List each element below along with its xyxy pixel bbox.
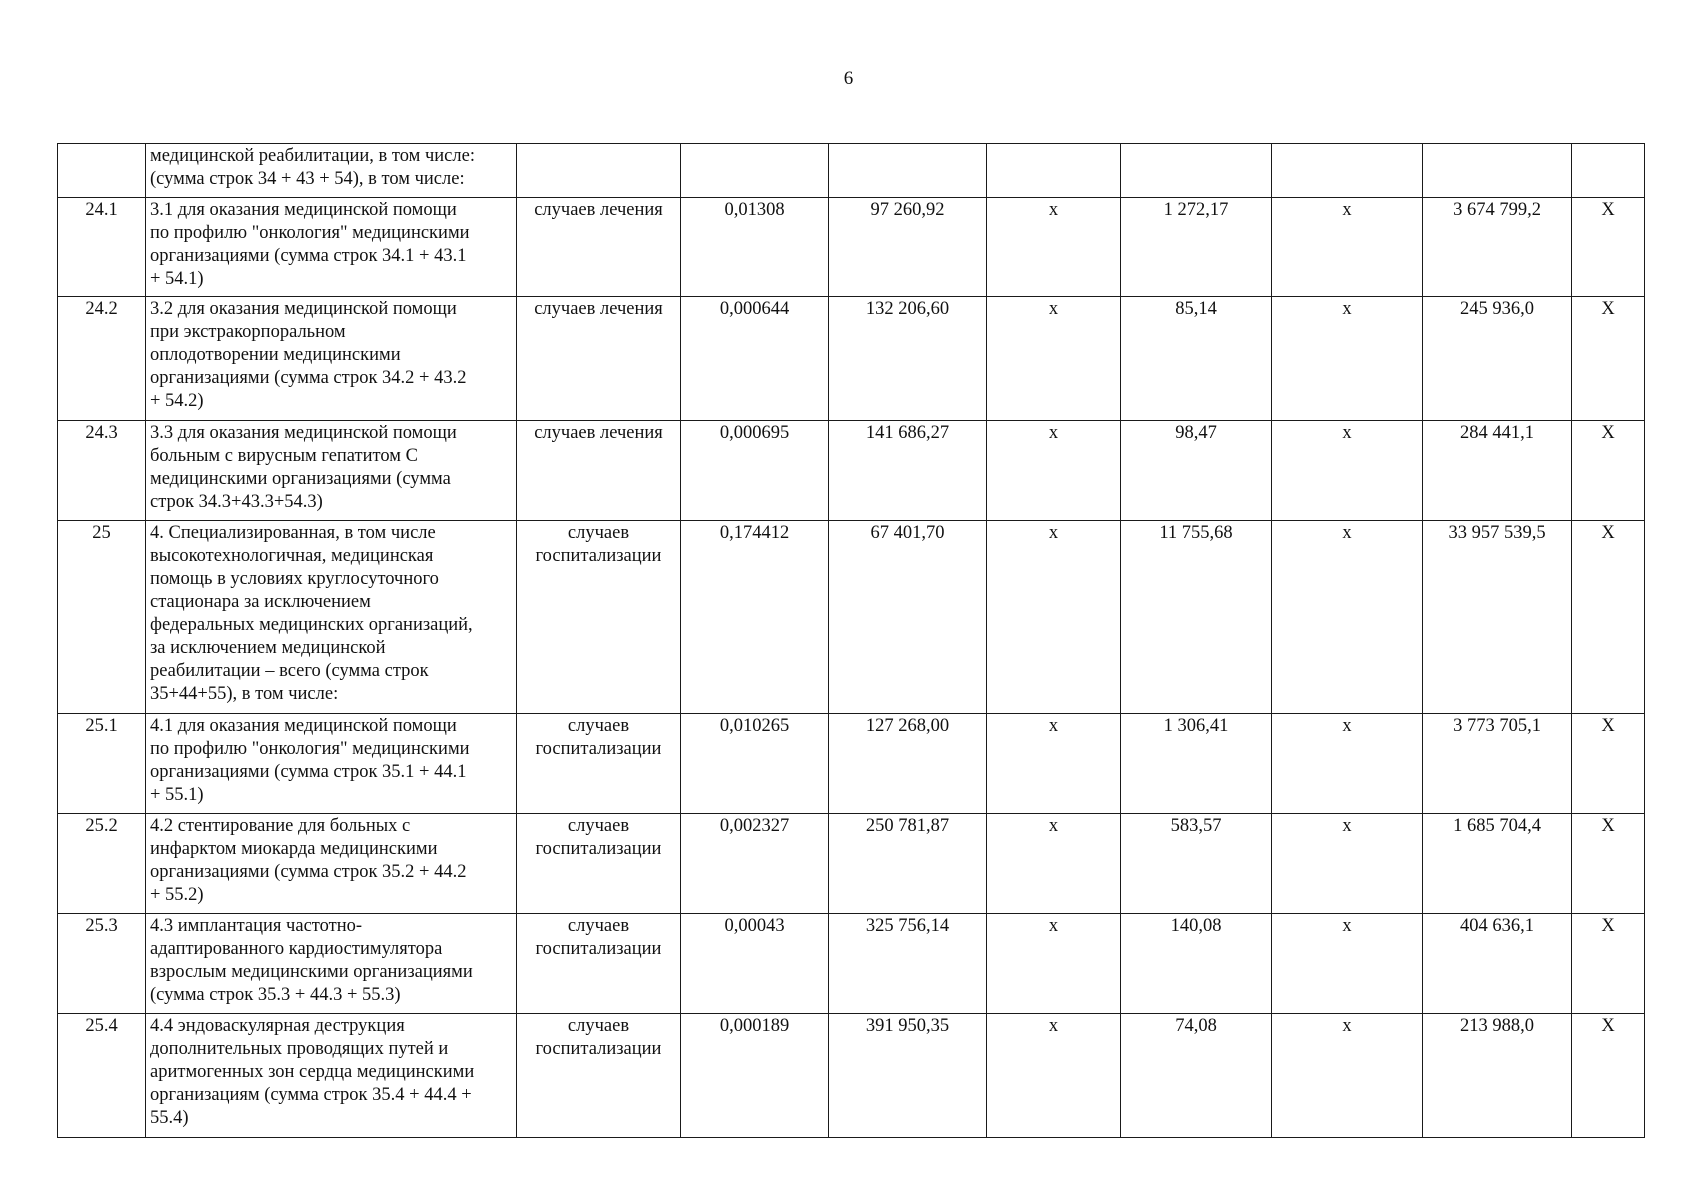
table-row [58,1014,1645,1138]
cell-per-capita: 583,57 [1121,814,1272,914]
cell-total: 3 674 799,2 [1423,198,1572,297]
cell-x2 [1272,144,1423,198]
name-line: по профилю "онкология" медицинскими [150,739,470,759]
unit-line: госпитализации [535,839,662,859]
table-row [58,521,1645,714]
name-line: взрослым медицинскими организациями [150,962,473,982]
cell-unit [517,297,681,421]
cell-name [146,421,517,521]
name-line: 35+44+55), в том числе: [150,684,339,704]
cell-name [146,198,517,297]
name-line: за исключением медицинской [150,638,386,658]
cell-unit [517,198,681,297]
name-line: 4.4 эндоваскулярная деструкция [150,1016,405,1036]
cell-num: 24.2 [58,297,146,421]
cell-num [58,144,146,198]
cell-per-capita: 140,08 [1121,914,1272,1014]
cell-cost: 97 260,92 [829,198,987,297]
name-line: организациям (сумма строк 35.4 + 44.4 + [150,1085,472,1105]
table-row [58,421,1645,521]
name-line: дополнительных проводящих путей и [150,1039,449,1059]
cell-norm: 0,00043 [681,914,829,1014]
cell-total: 245 936,0 [1423,297,1572,421]
cell-name [146,814,517,914]
cell-unit [517,814,681,914]
cell-x2: х [1272,714,1423,814]
name-line: помощь в условиях круглосуточного [150,569,439,589]
name-line: + 55.2) [150,885,204,905]
cell-cost: 250 781,87 [829,814,987,914]
cell-total: 284 441,1 [1423,421,1572,521]
cell-norm: 0,000695 [681,421,829,521]
name-line: + 55.1) [150,785,204,805]
unit-line: случаев [567,916,630,936]
name-line: оплодотворении медицинскими [150,345,401,365]
cell-x2: х [1272,521,1423,714]
cell-norm: 0,000189 [681,1014,829,1138]
cell-x3: Х [1572,914,1645,1014]
name-line: аритмогенных зон сердца медицинскими [150,1062,475,1082]
unit-line: случаев лечения [534,200,663,220]
name-line: 4.3 имплантация частотно- [150,916,363,936]
name-line: высокотехнологичная, медицинская [150,546,434,566]
cell-norm: 0,174412 [681,521,829,714]
cell-per-capita [1121,144,1272,198]
cell-x3: Х [1572,198,1645,297]
cell-x2: х [1272,421,1423,521]
cell-x3: Х [1572,521,1645,714]
cell-unit [517,421,681,521]
cell-total: 213 988,0 [1423,1014,1572,1138]
name-line: медицинской реабилитации, в том числе: [150,146,475,166]
table-row-continuation [58,144,1645,198]
cell-x3 [1572,144,1645,198]
unit-line: случаев лечения [534,299,663,319]
name-line: (сумма строк 34 + 43 + 54), в том числе: [150,169,465,189]
cell-cost: 325 756,14 [829,914,987,1014]
cell-x3: Х [1572,814,1645,914]
cell-x2: х [1272,198,1423,297]
cell-x2: х [1272,297,1423,421]
cell-x1 [987,144,1121,198]
cell-x1: х [987,814,1121,914]
cell-per-capita: 98,47 [1121,421,1272,521]
unit-line: госпитализации [535,546,662,566]
cell-total: 1 685 704,4 [1423,814,1572,914]
name-line: организациями (сумма строк 35.1 + 44.1 [150,762,467,782]
cell-cost: 127 268,00 [829,714,987,814]
name-line: + 54.1) [150,269,204,289]
table-row [58,914,1645,1014]
name-line: 3.3 для оказания медицинской помощи [150,423,457,443]
name-line: по профилю "онкология" медицинскими [150,223,470,243]
table-row [58,198,1645,297]
name-line: реабилитации – всего (сумма строк [150,661,429,681]
cell-per-capita: 1 306,41 [1121,714,1272,814]
name-line: больным с вирусным гепатитом С [150,446,418,466]
cell-unit [517,521,681,714]
table-row [58,714,1645,814]
cell-unit [517,144,681,198]
cell-norm: 0,002327 [681,814,829,914]
cell-num: 25.1 [58,714,146,814]
cell-name [146,521,517,714]
name-line: адаптированного кардиостимулятора [150,939,443,959]
cell-total: 3 773 705,1 [1423,714,1572,814]
name-line: (сумма строк 35.3 + 44.3 + 55.3) [150,985,401,1005]
cell-num: 25.2 [58,814,146,914]
name-line: 3.1 для оказания медицинской помощи [150,200,457,220]
name-line: инфарктом миокарда медицинскими [150,839,438,859]
unit-line: случаев [567,716,630,736]
cell-name [146,914,517,1014]
name-line: федеральных медицинских организаций, [150,615,473,635]
cell-x1: х [987,297,1121,421]
cell-name [146,714,517,814]
cell-cost [829,144,987,198]
cell-x1: х [987,521,1121,714]
cell-x1: х [987,198,1121,297]
cell-num: 25 [58,521,146,714]
cell-name [146,144,517,198]
cell-num: 24.3 [58,421,146,521]
cell-norm: 0,010265 [681,714,829,814]
name-line: медицинскими организациями (сумма [150,469,451,489]
cell-cost: 67 401,70 [829,521,987,714]
name-line: 55.4) [150,1108,189,1128]
cell-x3: Х [1572,1014,1645,1138]
cell-x1: х [987,914,1121,1014]
cell-num: 25.4 [58,1014,146,1138]
name-line: стационара за исключением [150,592,371,612]
cell-total: 33 957 539,5 [1423,521,1572,714]
cell-x1: х [987,1014,1121,1138]
name-line: организациями (сумма строк 34.2 + 43.2 [150,368,467,388]
cell-name [146,297,517,421]
unit-line: госпитализации [535,739,662,759]
cell-per-capita: 1 272,17 [1121,198,1272,297]
cell-name [146,1014,517,1138]
cell-x2: х [1272,914,1423,1014]
data-table [57,143,1645,1138]
name-line: + 54.2) [150,391,204,411]
cell-per-capita: 11 755,68 [1121,521,1272,714]
cell-norm: 0,01308 [681,198,829,297]
name-line: 4.2 стентирование для больных с [150,816,411,836]
cell-x3: Х [1572,714,1645,814]
cell-norm: 0,000644 [681,297,829,421]
cell-norm [681,144,829,198]
name-line: строк 34.3+43.3+54.3) [150,492,323,512]
cell-x3: Х [1572,297,1645,421]
page-number: 6 [843,68,854,89]
table-row [58,297,1645,421]
cell-cost: 391 950,35 [829,1014,987,1138]
unit-line: случаев [567,1016,630,1036]
cell-total [1423,144,1572,198]
name-line: 4. Специализированная, в том числе [150,523,436,543]
cell-unit [517,1014,681,1138]
cell-x1: х [987,714,1121,814]
cell-per-capita: 74,08 [1121,1014,1272,1138]
cell-x3: Х [1572,421,1645,521]
cell-total: 404 636,1 [1423,914,1572,1014]
unit-line: случаев лечения [534,423,663,443]
name-line: 4.1 для оказания медицинской помощи [150,716,457,736]
table-row [58,814,1645,914]
name-line: организациями (сумма строк 35.2 + 44.2 [150,862,467,882]
cell-x1: х [987,421,1121,521]
cell-cost: 141 686,27 [829,421,987,521]
cell-unit [517,714,681,814]
cell-cost: 132 206,60 [829,297,987,421]
name-line: организациями (сумма строк 34.1 + 43.1 [150,246,467,266]
unit-line: госпитализации [535,939,662,959]
unit-line: случаев [567,523,630,543]
cell-per-capita: 85,14 [1121,297,1272,421]
cell-num: 25.3 [58,914,146,1014]
name-line: 3.2 для оказания медицинской помощи [150,299,457,319]
cell-x2: х [1272,1014,1423,1138]
cell-unit [517,914,681,1014]
unit-line: случаев [567,816,630,836]
cell-num: 24.1 [58,198,146,297]
cell-x2: х [1272,814,1423,914]
name-line: при экстракорпоральном [150,322,346,342]
unit-line: госпитализации [535,1039,662,1059]
